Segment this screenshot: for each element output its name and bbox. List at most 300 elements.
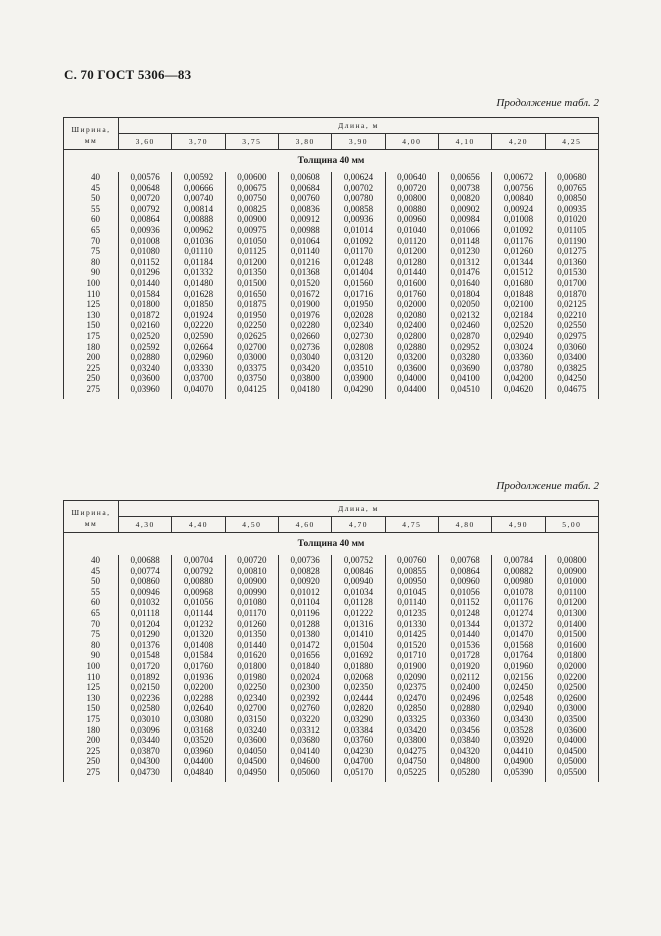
- continuation-note: Продолжение табл. 2: [496, 480, 599, 492]
- volume-cell: 0,03040: [278, 352, 331, 363]
- volume-cell: 0,03960: [119, 384, 172, 400]
- width-cell: 55: [64, 204, 119, 215]
- volume-cell: 0,00860: [119, 576, 172, 587]
- volume-cell: 0,01274: [492, 608, 545, 619]
- length-value: 4,75: [385, 517, 438, 533]
- volume-cell: 0,01404: [332, 267, 385, 278]
- volume-cell: 0,01200: [545, 597, 598, 608]
- volume-cell: 0,02640: [172, 703, 225, 714]
- width-cell: 110: [64, 672, 119, 683]
- volume-cell: 0,02600: [545, 693, 598, 704]
- volume-cell: 0,01014: [332, 225, 385, 236]
- volume-cell: 0,00720: [225, 555, 278, 566]
- length-header: Длина, м: [119, 118, 599, 134]
- volume-cell: 0,03290: [332, 714, 385, 725]
- length-value: 4,90: [492, 517, 545, 533]
- volume-cell: 0,01600: [385, 278, 438, 289]
- volume-cell: 0,03240: [225, 725, 278, 736]
- volume-cell: 0,02028: [332, 310, 385, 321]
- volume-cell: 0,04730: [119, 767, 172, 783]
- table-body: [64, 533, 599, 783]
- volume-cell: 0,03060: [545, 342, 598, 353]
- volume-cell: 0,02220: [172, 320, 225, 331]
- volume-cell: 0,02050: [438, 299, 491, 310]
- volume-cell: 0,01008: [492, 214, 545, 225]
- volume-cell: 0,01296: [119, 267, 172, 278]
- volume-cell: 0,04250: [545, 373, 598, 384]
- volume-cell: 0,00592: [172, 172, 225, 183]
- volume-cell: 0,01400: [545, 619, 598, 630]
- volume-cell: 0,01140: [278, 246, 331, 257]
- volume-cell: 0,01105: [545, 225, 598, 236]
- table-row: [64, 320, 599, 331]
- volume-cell: 0,03680: [278, 735, 331, 746]
- volume-cell: 0,01036: [172, 236, 225, 247]
- volume-cell: 0,00702: [332, 183, 385, 194]
- volume-cell: 0,00640: [385, 172, 438, 183]
- volume-cell: 0,03825: [545, 363, 598, 374]
- volume-cell: 0,00684: [278, 183, 331, 194]
- volume-cell: 0,04000: [545, 735, 598, 746]
- table-row: [64, 555, 599, 566]
- volume-cell: 0,01672: [278, 289, 331, 300]
- volume-cell: 0,01125: [225, 246, 278, 257]
- volume-cell: 0,03375: [225, 363, 278, 374]
- volume-cell: 0,03920: [492, 735, 545, 746]
- table-row: [64, 682, 599, 693]
- volume-cell: 0,01190: [545, 236, 598, 247]
- width-cell: 150: [64, 703, 119, 714]
- volume-cell: 0,01840: [278, 661, 331, 672]
- table-row: [64, 172, 599, 183]
- volume-cell: 0,03360: [492, 352, 545, 363]
- volume-cell: 0,02496: [438, 693, 491, 704]
- volume-cell: 0,02200: [545, 672, 598, 683]
- volume-cell: 0,02520: [492, 320, 545, 331]
- volume-cell: 0,01170: [332, 246, 385, 257]
- table-head: [64, 118, 599, 150]
- width-header-label: Ширина,: [71, 124, 111, 134]
- volume-cell: 0,04500: [545, 746, 598, 757]
- length-value: 3,80: [278, 134, 331, 150]
- table-row: [64, 746, 599, 757]
- volume-cell: 0,03360: [438, 714, 491, 725]
- volume-cell: 0,01848: [492, 289, 545, 300]
- volume-cell: 0,02024: [278, 672, 331, 683]
- volume-cell: 0,05060: [278, 767, 331, 783]
- length-value: 3,90: [332, 134, 385, 150]
- volume-cell: 0,00946: [119, 587, 172, 598]
- volume-cell: 0,01144: [172, 608, 225, 619]
- volume-cell: 0,03750: [225, 373, 278, 384]
- table-row: [64, 640, 599, 651]
- volume-cell: 0,03800: [385, 735, 438, 746]
- table-row: [64, 735, 599, 746]
- volume-cell: 0,04510: [438, 384, 491, 400]
- volume-cell: 0,01045: [385, 587, 438, 598]
- volume-cell: 0,00960: [438, 576, 491, 587]
- table-row: [64, 278, 599, 289]
- volume-cell: 0,01480: [172, 278, 225, 289]
- volume-cell: 0,01512: [492, 267, 545, 278]
- volume-cell: 0,01056: [438, 587, 491, 598]
- volume-cell: 0,00990: [225, 587, 278, 598]
- volume-cell: 0,05170: [332, 767, 385, 783]
- volume-cell: 0,03384: [332, 725, 385, 736]
- volume-cell: 0,02940: [492, 331, 545, 342]
- volume-cell: 0,03780: [492, 363, 545, 374]
- volume-cell: 0,01216: [278, 257, 331, 268]
- volume-cell: 0,00900: [545, 566, 598, 577]
- volume-cell: 0,01050: [225, 236, 278, 247]
- width-cell: 110: [64, 289, 119, 300]
- volume-cell: 0,01232: [172, 619, 225, 630]
- volume-cell: 0,01092: [332, 236, 385, 247]
- volume-cell: 0,03150: [225, 714, 278, 725]
- volume-cell: 0,01380: [278, 629, 331, 640]
- volume-cell: 0,04675: [545, 384, 598, 400]
- width-cell: 125: [64, 682, 119, 693]
- volume-cell: 0,00980: [492, 576, 545, 587]
- table-row: [64, 629, 599, 640]
- volume-cell: 0,01152: [119, 257, 172, 268]
- length-value: 4,80: [438, 517, 491, 533]
- volume-cell: 0,01640: [438, 278, 491, 289]
- volume-cell: 0,01104: [278, 597, 331, 608]
- volume-cell: 0,00880: [385, 204, 438, 215]
- table-row: [64, 310, 599, 321]
- volume-cell: 0,05500: [545, 767, 598, 783]
- volume-cell: 0,03456: [438, 725, 491, 736]
- volume-cell: 0,02392: [278, 693, 331, 704]
- volume-cell: 0,02470: [385, 693, 438, 704]
- volume-cell: 0,00888: [172, 214, 225, 225]
- volume-cell: 0,01500: [225, 278, 278, 289]
- volume-cell: 0,01536: [438, 640, 491, 651]
- volume-cell: 0,00576: [119, 172, 172, 183]
- volume-cell: 0,02350: [332, 682, 385, 693]
- volume-cell: 0,02850: [385, 703, 438, 714]
- volume-cell: 0,01710: [385, 650, 438, 661]
- volume-cell: 0,01344: [492, 257, 545, 268]
- volume-cell: 0,02280: [278, 320, 331, 331]
- volume-cell: 0,01656: [278, 650, 331, 661]
- volume-cell: 0,03420: [385, 725, 438, 736]
- volume-cell: 0,01350: [225, 629, 278, 640]
- width-cell: 50: [64, 576, 119, 587]
- volume-cell: 0,00792: [172, 566, 225, 577]
- volume-cell: 0,01470: [492, 629, 545, 640]
- volume-cell: 0,05390: [492, 767, 545, 783]
- volume-cell: 0,00768: [438, 555, 491, 566]
- width-cell: 65: [64, 225, 119, 236]
- volume-cell: 0,04500: [225, 756, 278, 767]
- table-row: [64, 672, 599, 683]
- volume-cell: 0,01360: [545, 257, 598, 268]
- volume-cell: 0,00774: [119, 566, 172, 577]
- volume-cell: 0,01875: [225, 299, 278, 310]
- volume-cell: 0,03325: [385, 714, 438, 725]
- page-header: С. 70 ГОСТ 5306—83: [64, 67, 192, 82]
- table-row: [64, 714, 599, 725]
- width-cell: 45: [64, 183, 119, 194]
- volume-cell: 0,00648: [119, 183, 172, 194]
- volume-cell: 0,02940: [492, 703, 545, 714]
- volume-cell: 0,02132: [438, 310, 491, 321]
- width-cell: 55: [64, 587, 119, 598]
- volume-cell: 0,01344: [438, 619, 491, 630]
- table-row: [64, 703, 599, 714]
- volume-cell: 0,01376: [119, 640, 172, 651]
- width-cell: 65: [64, 608, 119, 619]
- length-value: 4,10: [438, 134, 491, 150]
- table-row: [64, 767, 599, 783]
- volume-cell: 0,00765: [545, 183, 598, 194]
- volume-cell: 0,03096: [119, 725, 172, 736]
- width-cell: 130: [64, 693, 119, 704]
- width-cell: 40: [64, 555, 119, 566]
- volume-cell: 0,00800: [545, 555, 598, 566]
- volume-cell: 0,01850: [172, 299, 225, 310]
- volume-cell: 0,01235: [385, 608, 438, 619]
- volume-cell: 0,03400: [545, 352, 598, 363]
- table-row: [64, 204, 599, 215]
- volume-cell: 0,00846: [332, 566, 385, 577]
- volume-cell: 0,00624: [332, 172, 385, 183]
- volume-cell: 0,03168: [172, 725, 225, 736]
- volume-cell: 0,01700: [545, 278, 598, 289]
- volume-cell: 0,04400: [385, 384, 438, 400]
- header-row: [64, 501, 599, 517]
- volume-cell: 0,04000: [385, 373, 438, 384]
- table-row: [64, 373, 599, 384]
- volume-cell: 0,02200: [172, 682, 225, 693]
- volume-cell: 0,03760: [332, 735, 385, 746]
- table-row: [64, 193, 599, 204]
- volume-cell: 0,01548: [119, 650, 172, 661]
- volume-cell: 0,00738: [438, 183, 491, 194]
- volume-cell: 0,01976: [278, 310, 331, 321]
- volume-cell: 0,01196: [278, 608, 331, 619]
- volume-table: [63, 500, 599, 782]
- volume-cell: 0,02156: [492, 672, 545, 683]
- table-row: [64, 576, 599, 587]
- volume-cell: 0,01316: [332, 619, 385, 630]
- volume-cell: 0,00855: [385, 566, 438, 577]
- volume-cell: 0,02100: [492, 299, 545, 310]
- volume-cell: 0,00656: [438, 172, 491, 183]
- volume-cell: 0,01312: [438, 257, 491, 268]
- volume-cell: 0,03220: [278, 714, 331, 725]
- width-cell: 180: [64, 342, 119, 353]
- volume-cell: 0,00740: [172, 193, 225, 204]
- volume-cell: 0,04230: [332, 746, 385, 757]
- width-cell: 75: [64, 629, 119, 640]
- table-body: [64, 150, 599, 400]
- volume-cell: 0,04700: [332, 756, 385, 767]
- volume-cell: 0,01260: [492, 246, 545, 257]
- volume-cell: 0,01248: [438, 608, 491, 619]
- table-row: [64, 236, 599, 247]
- volume-cell: 0,01440: [225, 640, 278, 651]
- volume-cell: 0,01008: [119, 236, 172, 247]
- volume-cell: 0,01020: [545, 214, 598, 225]
- volume-cell: 0,02760: [278, 703, 331, 714]
- volume-cell: 0,00836: [278, 204, 331, 215]
- volume-cell: 0,03000: [225, 352, 278, 363]
- thickness-row: [64, 150, 599, 173]
- volume-cell: 0,00962: [172, 225, 225, 236]
- volume-cell: 0,00800: [385, 193, 438, 204]
- volume-cell: 0,02975: [545, 331, 598, 342]
- width-cell: 60: [64, 597, 119, 608]
- volume-cell: 0,00936: [119, 225, 172, 236]
- width-cell: 100: [64, 278, 119, 289]
- volume-cell: 0,00600: [225, 172, 278, 183]
- volume-cell: 0,01350: [225, 267, 278, 278]
- volume-cell: 0,00680: [545, 172, 598, 183]
- volume-cell: 0,02625: [225, 331, 278, 342]
- volume-cell: 0,01870: [545, 289, 598, 300]
- volume-cell: 0,01040: [385, 225, 438, 236]
- length-value: 3,75: [225, 134, 278, 150]
- volume-cell: 0,02548: [492, 693, 545, 704]
- volume-cell: 0,02000: [385, 299, 438, 310]
- table-row: [64, 214, 599, 225]
- volume-cell: 0,00984: [438, 214, 491, 225]
- volume-cell: 0,01500: [545, 629, 598, 640]
- table-row: [64, 619, 599, 630]
- volume-cell: 0,00960: [385, 214, 438, 225]
- width-cell: 90: [64, 267, 119, 278]
- volume-cell: 0,00935: [545, 204, 598, 215]
- volume-cell: 0,04800: [438, 756, 491, 767]
- volume-cell: 0,00882: [492, 566, 545, 577]
- volume-cell: 0,00864: [119, 214, 172, 225]
- width-cell: 60: [64, 214, 119, 225]
- volume-cell: 0,02125: [545, 299, 598, 310]
- volume-cell: 0,03010: [119, 714, 172, 725]
- volume-cell: 0,01584: [119, 289, 172, 300]
- table-row: [64, 384, 599, 400]
- width-header: [64, 501, 119, 533]
- volume-cell: 0,01275: [545, 246, 598, 257]
- volume-cell: 0,01012: [278, 587, 331, 598]
- volume-cell: 0,02700: [225, 342, 278, 353]
- volume-cell: 0,05000: [545, 756, 598, 767]
- volume-cell: 0,00968: [172, 587, 225, 598]
- volume-cell: 0,01880: [332, 661, 385, 672]
- volume-cell: 0,01804: [438, 289, 491, 300]
- volume-cell: 0,04400: [172, 756, 225, 767]
- thickness-label: Толщина 40 мм: [64, 150, 599, 173]
- volume-cell: 0,03312: [278, 725, 331, 736]
- volume-cell: 0,04320: [438, 746, 491, 757]
- width-cell: 250: [64, 756, 119, 767]
- length-value: 4,70: [332, 517, 385, 533]
- volume-cell: 0,00900: [225, 214, 278, 225]
- length-value: 3,60: [119, 134, 172, 150]
- volume-cell: 0,02660: [278, 331, 331, 342]
- volume-cell: 0,02444: [332, 693, 385, 704]
- volume-cell: 0,02090: [385, 672, 438, 683]
- volume-cell: 0,01692: [332, 650, 385, 661]
- volume-cell: 0,04140: [278, 746, 331, 757]
- volume-cell: 0,03870: [119, 746, 172, 757]
- volume-cell: 0,01530: [545, 267, 598, 278]
- volume-cell: 0,01920: [438, 661, 491, 672]
- volume-cell: 0,00784: [492, 555, 545, 566]
- volume-cell: 0,00975: [225, 225, 278, 236]
- volume-cell: 0,00675: [225, 183, 278, 194]
- volume-cell: 0,01148: [438, 236, 491, 247]
- volume-cell: 0,02340: [332, 320, 385, 331]
- table-row: [64, 566, 599, 577]
- volume-cell: 0,02500: [545, 682, 598, 693]
- volume-cell: 0,00950: [385, 576, 438, 587]
- volume-cell: 0,02880: [438, 703, 491, 714]
- width-header: [64, 118, 119, 150]
- width-cell: 275: [64, 384, 119, 400]
- volume-cell: 0,03600: [225, 735, 278, 746]
- length-value: 4,60: [278, 517, 331, 533]
- volume-cell: 0,01800: [119, 299, 172, 310]
- volume-cell: 0,03510: [332, 363, 385, 374]
- volume-cell: 0,01584: [172, 650, 225, 661]
- volume-cell: 0,00672: [492, 172, 545, 183]
- volume-cell: 0,00688: [119, 555, 172, 566]
- volume-cell: 0,01056: [172, 597, 225, 608]
- volume-cell: 0,01110: [172, 246, 225, 257]
- volume-cell: 0,01066: [438, 225, 491, 236]
- thickness-row: [64, 533, 599, 556]
- length-value: 4,30: [119, 517, 172, 533]
- volume-cell: 0,04620: [492, 384, 545, 400]
- table-row: [64, 587, 599, 598]
- volume-cell: 0,04050: [225, 746, 278, 757]
- volume-cell: 0,01628: [172, 289, 225, 300]
- volume-cell: 0,01568: [492, 640, 545, 651]
- volume-cell: 0,02550: [545, 320, 598, 331]
- volume-cell: 0,01320: [172, 629, 225, 640]
- volume-cell: 0,04840: [172, 767, 225, 783]
- volume-cell: 0,00940: [332, 576, 385, 587]
- length-value: 5,00: [545, 517, 598, 533]
- volume-cell: 0,01872: [119, 310, 172, 321]
- volume-cell: 0,01924: [172, 310, 225, 321]
- volume-cell: 0,01248: [332, 257, 385, 268]
- volume-cell: 0,02400: [438, 682, 491, 693]
- volume-cell: 0,03024: [492, 342, 545, 353]
- volume-cell: 0,04300: [119, 756, 172, 767]
- volume-cell: 0,03600: [545, 725, 598, 736]
- volume-cell: 0,00756: [492, 183, 545, 194]
- volume-cell: 0,03420: [278, 363, 331, 374]
- volume-cell: 0,01290: [119, 629, 172, 640]
- volume-cell: 0,00988: [278, 225, 331, 236]
- volume-cell: 0,01960: [492, 661, 545, 672]
- volume-cell: 0,01560: [332, 278, 385, 289]
- table-row: [64, 246, 599, 257]
- volume-cell: 0,00850: [545, 193, 598, 204]
- volume-cell: 0,03600: [385, 363, 438, 374]
- table-row: [64, 257, 599, 268]
- width-header-unit: мм: [84, 135, 98, 145]
- table-row: [64, 299, 599, 310]
- volume-cell: 0,01140: [385, 597, 438, 608]
- volume-cell: 0,01078: [492, 587, 545, 598]
- volume-cell: 0,00810: [225, 566, 278, 577]
